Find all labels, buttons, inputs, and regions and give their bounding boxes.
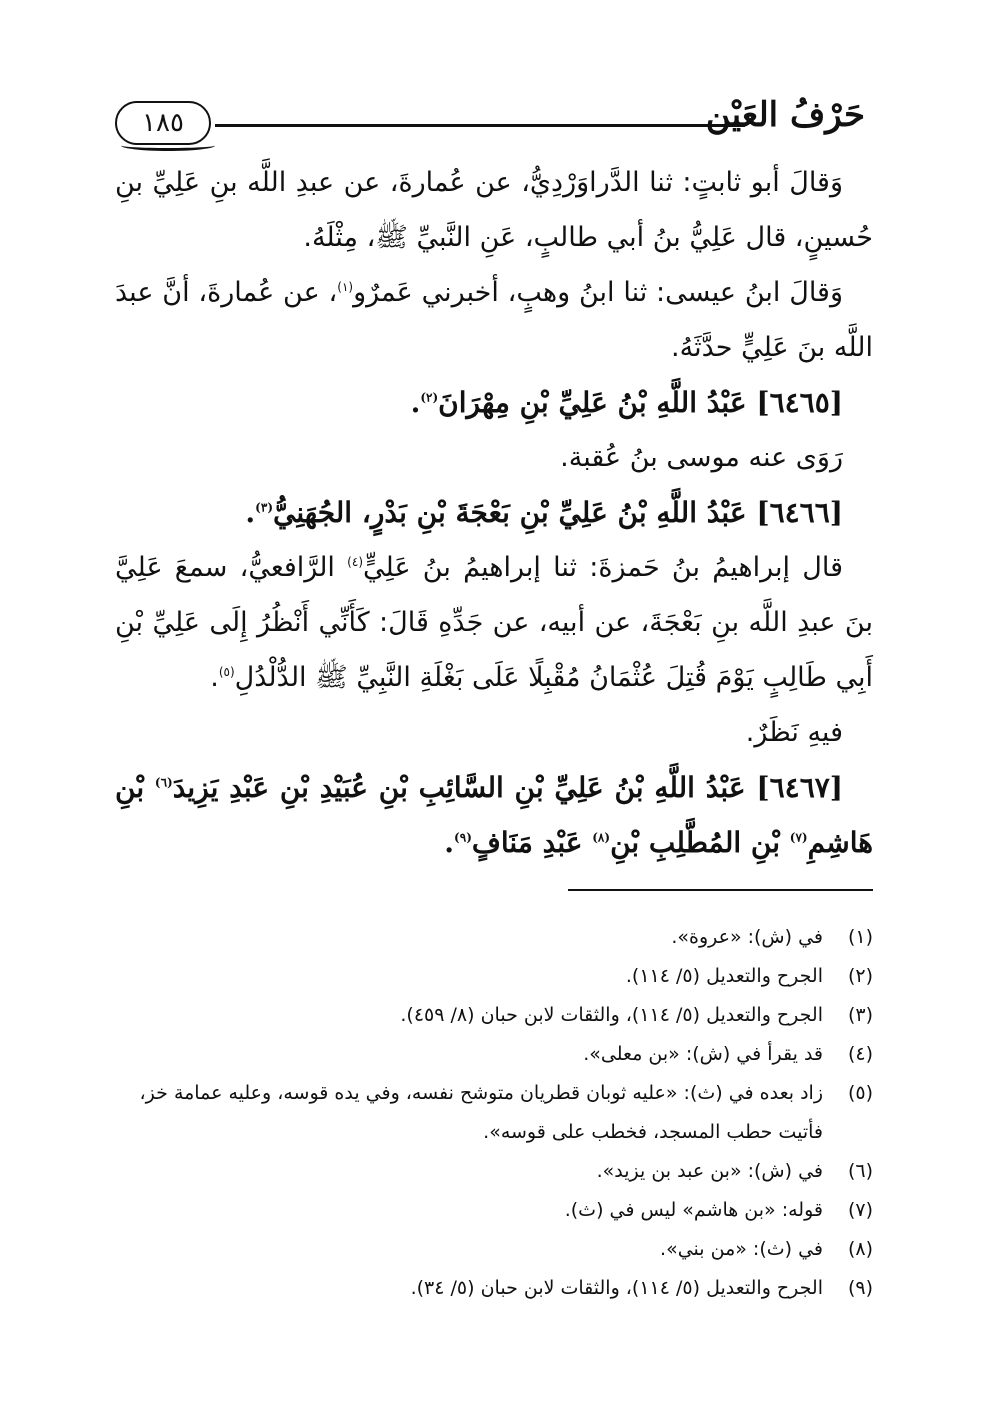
footnotes xyxy=(115,918,873,1308)
footnote-text: في (ث): «من بني». xyxy=(660,1238,823,1260)
footnote-marker: (١) xyxy=(337,280,354,294)
footnote-number: (٧) xyxy=(847,1199,873,1221)
paragraph xyxy=(115,265,873,375)
footnote xyxy=(115,996,873,1035)
footnote-marker: (٢) xyxy=(420,390,439,405)
footnote xyxy=(115,957,873,996)
paragraph-text: رَوَى عنه موسى بنُ عُقبة. xyxy=(560,442,843,473)
paragraph-text: . xyxy=(210,662,219,693)
paragraph xyxy=(115,705,873,760)
footnote-number: (٦) xyxy=(847,1160,873,1182)
entry-name: عَبْدُ اللَّهِ بْنُ عَلِيِّ بْنِ مِهْرَانَ xyxy=(438,386,747,419)
footnote xyxy=(115,1191,873,1230)
paragraph-text: ، عن عُمارةَ، أنَّ عبدَ اللَّه بنَ عَلِيٍّ حدَّثَهُ. xyxy=(115,277,873,363)
paragraph-text: قال إبراهيمُ بنُ حَمزةَ: ثنا إبراهيمُ بنُ عَلِيٍّ xyxy=(363,552,844,583)
paragraph-text: . xyxy=(444,826,455,859)
footnote xyxy=(115,1230,873,1269)
paragraph-text: وَقالَ أبو ثابتٍ: ثنا الدَّراوَرْدِيُّ، عن عُمارةَ، عن عبدِ اللَّه بنِ عَلِيِّ بنِ حُسينٍ، قال عَلِيُّ بنُ أبي طالبٍ، عَنِ النَّبيِّ ﷺ، مِثْلَهُ. xyxy=(115,167,873,253)
footnote-text: في (ش): «عروة». xyxy=(671,926,823,948)
footnote-text: قوله: «بن هاشم» ليس في (ث). xyxy=(564,1199,823,1221)
footnote-number: (٩) xyxy=(847,1277,873,1299)
footnote-text: زاد بعده في (ث): «عليه ثوبان قطريان متوشح نفسه، وفي يده قوسه، وعليه عمامة خز، فأتيت حطب المسجد، فخطب على قوسه». xyxy=(139,1082,823,1143)
footnote-text: قد يقرأ في (ش): «بن معلى». xyxy=(583,1043,823,1065)
footnote xyxy=(115,1035,873,1074)
footnote-number: (٣) xyxy=(847,1004,873,1026)
entry-heading-6467 xyxy=(115,760,873,870)
entry-number: [٦٤٦٦] xyxy=(756,496,843,529)
footnote-text: الجرح والتعديل (٥/ ١١٤)، والثقات لابن حبان (٥/ ٣٤). xyxy=(410,1277,823,1299)
entry-name: بْنِ المُطَّلِبِ بْنِ xyxy=(610,826,790,859)
footnote-marker: (٧) xyxy=(789,830,808,845)
footnote-marker: (٨) xyxy=(592,830,611,845)
entry-number: [٦٤٦٥] xyxy=(756,386,843,419)
footnote-number: (٨) xyxy=(847,1238,873,1260)
entry-heading-6465: [٦٤٦٥] عَبْدُ اللَّهِ بْنُ عَلِيِّ بْنِ مِهْرَانَ$^{(٢)}$. xyxy=(410,386,843,419)
footnote-separator xyxy=(568,889,873,891)
footnote-marker: (٤) xyxy=(347,555,363,569)
entry-name: بْنِ هَاشِمِ xyxy=(115,771,873,859)
footnote-number: (٥) xyxy=(847,1082,873,1104)
footnote-marker: (٦) xyxy=(154,775,173,790)
page-header xyxy=(115,95,865,155)
footnote xyxy=(115,918,873,957)
footnote-number: (٢) xyxy=(847,965,873,987)
running-title: حَرْفُ العَيْن xyxy=(705,95,865,135)
footnote xyxy=(115,1152,873,1191)
paragraph xyxy=(115,155,873,265)
footnote-text: في (ش): «بن عبد بن يزيد». xyxy=(596,1160,823,1182)
header-rule xyxy=(215,124,745,127)
paragraph-text: الرَّافعيُّ، سمعَ عَلِيَّ بنَ عبدِ اللَّه بنِ بَعْجَةَ، عن أبيه، عن جَدِّهِ قَالَ: كَأَنِّي أَنْظُرُ إِلَى عَلِيِّ بْنِ أَبِي طَالِبٍ يَوْمَ قُتِلَ عُثْمَانُ مُقْبِلًا عَلَى بَغْلَةِ النَّبِيِّ ﷺ الدُّلْدُلِ xyxy=(115,552,873,693)
footnote-number: (٤) xyxy=(847,1043,873,1065)
entry-number: [٦٤٦٧] xyxy=(756,771,844,804)
paragraph-text: وَقالَ ابنُ عيسى: ثنا ابنُ وهبٍ، أخبرني عَمرٌو xyxy=(353,277,843,308)
entry-heading-6466: [٦٤٦٦] عَبْدُ اللَّهِ بْنُ عَلِيِّ بْنِ بَعْجَةَ بْنِ بَدْرٍ، الجُهَنِيُّ$^{(٣)}$. xyxy=(245,496,843,529)
footnote-number: (١) xyxy=(847,926,873,948)
footnote-marker: (٥) xyxy=(218,665,235,679)
footnote xyxy=(115,1074,873,1152)
footnote-marker: (٩) xyxy=(454,830,472,845)
footnote-text: الجرح والتعديل (٥/ ١١٤)، والثقات لابن حبان (٨/ ٤٥٩). xyxy=(400,1004,823,1026)
footnote-text: الجرح والتعديل (٥/ ١١٤). xyxy=(625,965,823,987)
footnote-marker: (٣) xyxy=(255,500,273,515)
entry-name: عَبْدُ اللَّهِ بْنُ عَلِيِّ بْنِ بَعْجَةَ بْنِ بَدْرٍ، الجُهَنِيُّ xyxy=(273,496,747,529)
paragraph-text: فيهِ نَظَرٌ. xyxy=(745,717,843,748)
page-number: ١٨٥ xyxy=(115,101,211,145)
main-text xyxy=(115,155,873,870)
paragraph xyxy=(115,540,873,705)
entry-name: عَبْدِ مَنَافٍ xyxy=(471,826,593,859)
entry-name: عَبْدُ اللَّهِ بْنُ عَلِيِّ بْنِ السَّائِبِ بْنِ عُبَيْدِ بْنِ عَبْدِ يَزِيدَ xyxy=(172,771,746,804)
paragraph xyxy=(115,430,873,485)
footnote xyxy=(115,1269,873,1308)
